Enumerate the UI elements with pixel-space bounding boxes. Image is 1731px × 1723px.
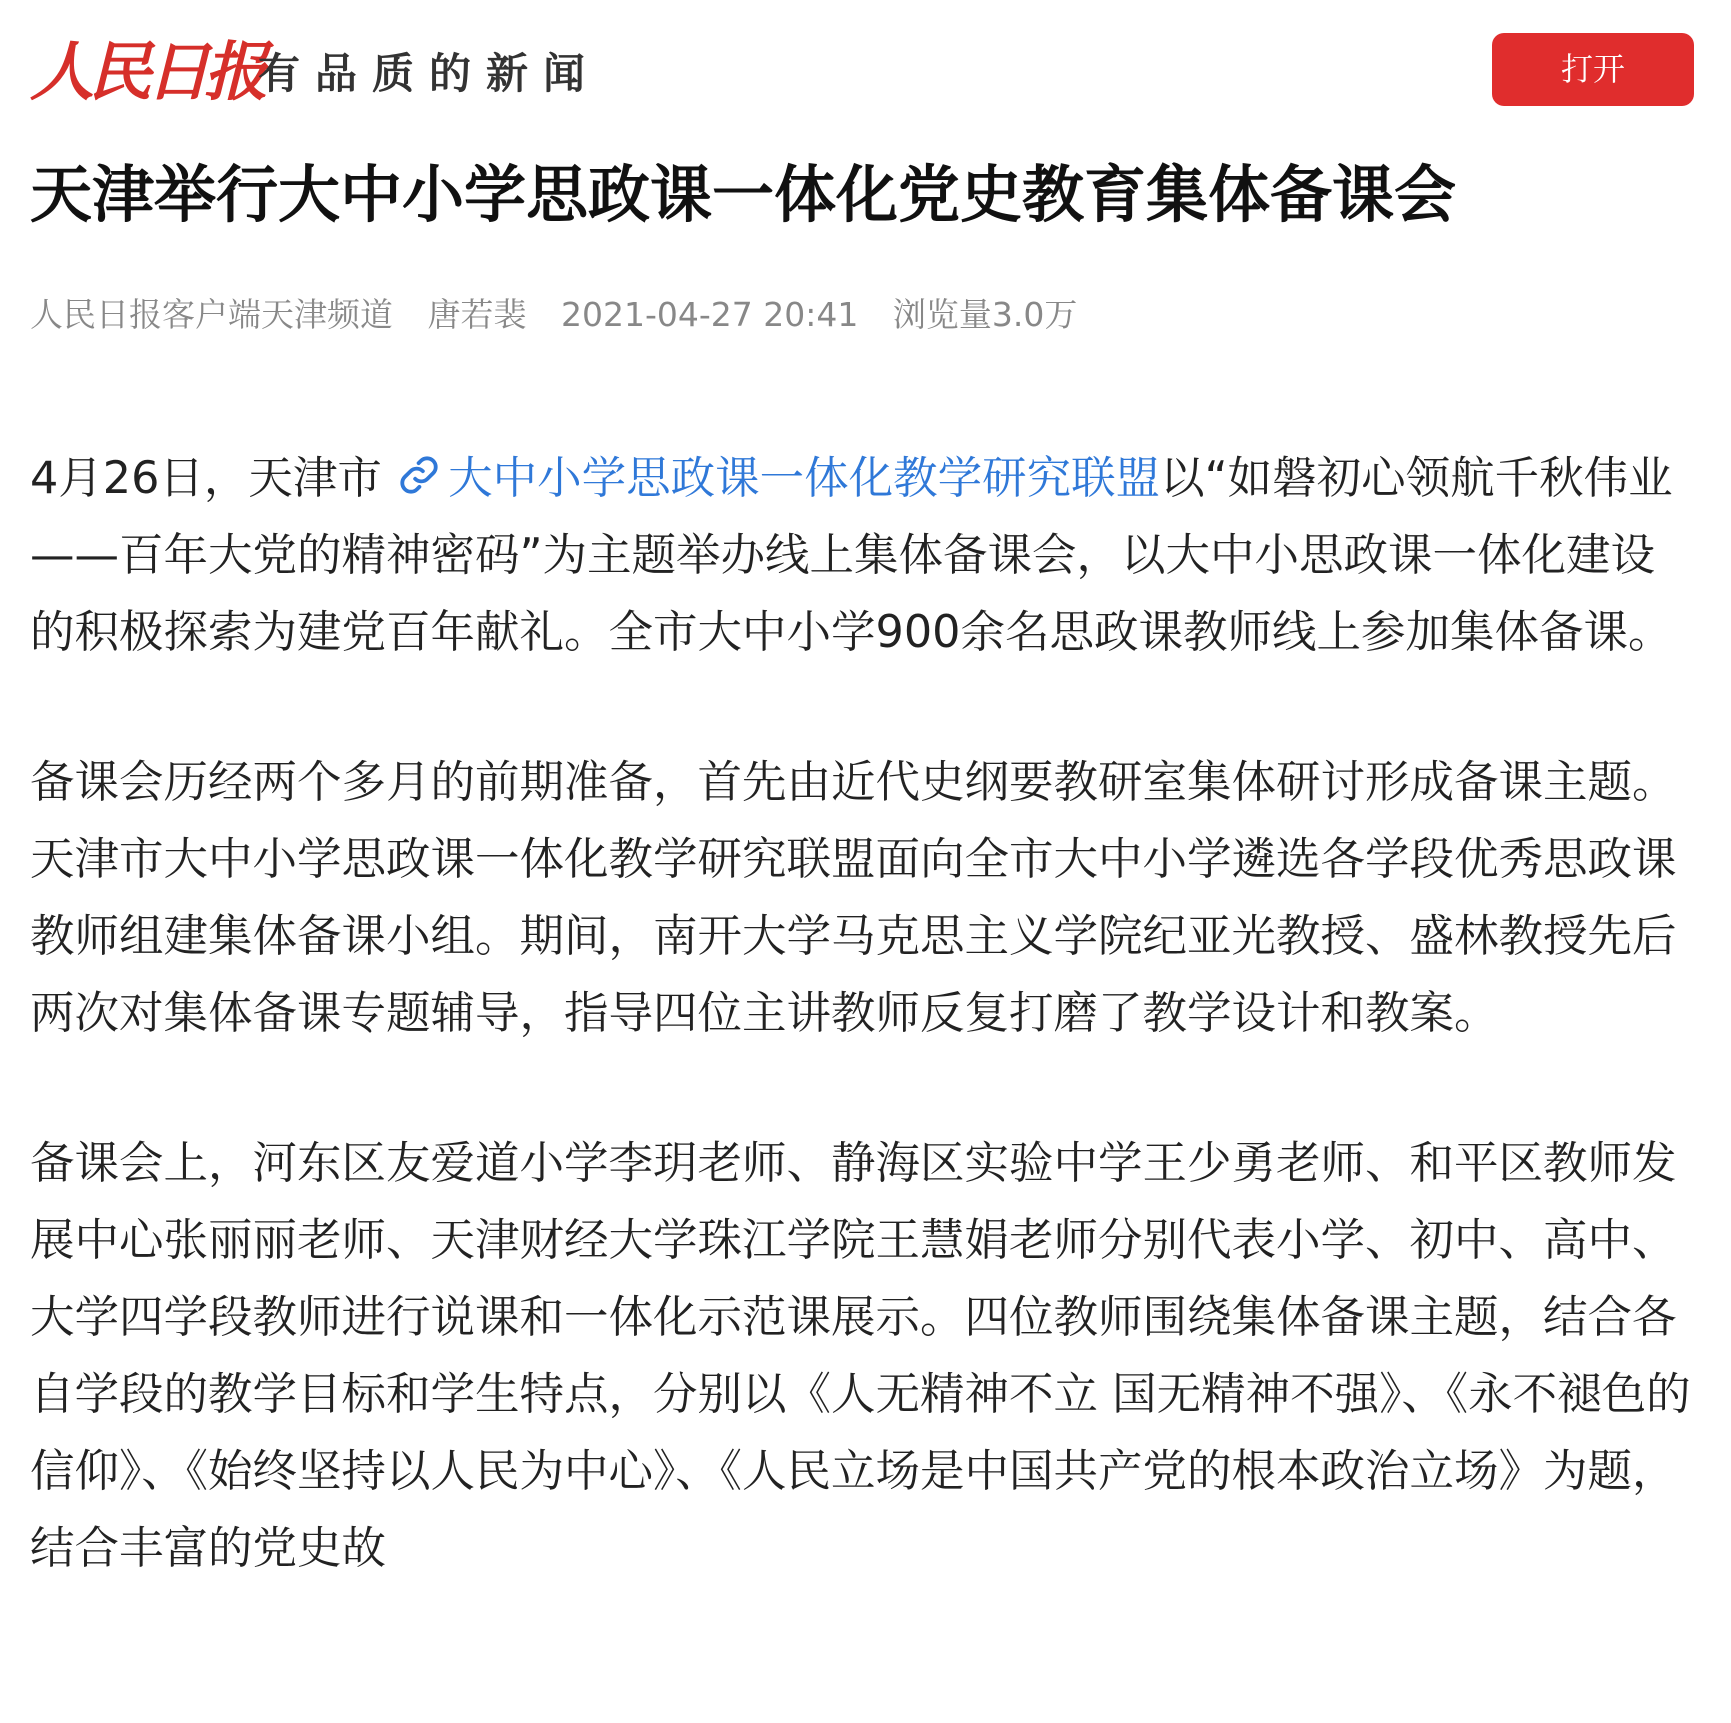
article-body [30, 440, 1695, 1660]
article-meta [30, 287, 1101, 343]
article-author: 唐若裴 [427, 295, 527, 334]
paragraph-1-intro: 4月26日，天津市 [30, 453, 382, 504]
alliance-link-text: 大中小学思政课一体化教学研究联盟 [448, 453, 1161, 504]
open-app-button[interactable]: 打开 [1492, 33, 1694, 106]
paragraph-3: 备课会上，河东区友爱道小学李玥老师、静海区实验中学王少勇老师、和平区教师发展中心张丽丽老师、天津财经大学珠江学院王慧娟老师分别代表小学、初中、高中、大学四学段教师进行说课和一体化示范课展示。四位教师围绕集体备课主题，结合各自学段的教学目标和学生特点，分别以《人无精神不立 国无精神不强》、《永不褪色的信仰》、《始终坚持以人民为中心》、《人民立场是中国共产党的根本政治立场》为题，结合丰富的党史故 [30, 1138, 1691, 1574]
article-source: 人民日报客户端天津频道 [30, 295, 393, 334]
slogan: 有品质的新闻 [258, 49, 601, 98]
link-icon [396, 452, 442, 498]
paragraph-2: 备课会历经两个多月的前期准备，首先由近代史纲要教研室集体研讨形成备课主题。天津市大中小学思政课一体化教学研究联盟面向全市大中小学遴选各学段优秀思政课教师组建集体备课小组。期间，南开大学马克思主义学院纪亚光教授、盛林教授先后两次对集体备课专题辅导，指导四位主讲教师反复打磨了教学设计和教案。 [30, 757, 1677, 1039]
article-datetime: 2021-04-27 20:41 [561, 295, 859, 334]
people-daily-logo[interactable]: 人民日报 [30, 35, 262, 110]
top-banner [0, 0, 1731, 150]
article-title: 天津举行大中小学思政课一体化党史教育集体备课会 [30, 158, 1457, 231]
paragraph-1 [30, 440, 1695, 671]
alliance-link[interactable] [396, 453, 1160, 504]
paragraph-1-rest: 以“如磐初心领航千秋伟业——百年大党的精神密码”为主题举办线上集体备课会，以大中小思政课一体化建设的积极探索为建党百年献礼。全市大中小学900余名思政课教师线上参加集体备课。 [30, 453, 1673, 658]
article-views: 浏览量3.0万 [892, 295, 1078, 334]
